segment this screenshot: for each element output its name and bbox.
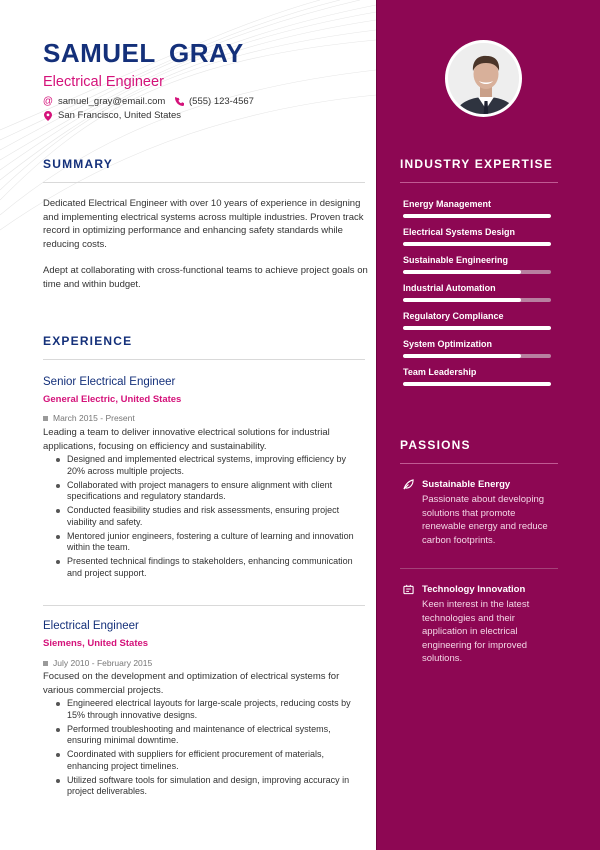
job-2-dates-text: July 2010 - February 2015 xyxy=(53,658,153,668)
passion-description: Passionate about developing solutions that promote renewable energy and reduce carbon footprints. xyxy=(422,494,548,546)
candidate-name: SAMUEL GRAY xyxy=(43,38,244,68)
job-2-title: Electrical Engineer xyxy=(43,620,139,632)
skill-label: Sustainable Engineering xyxy=(403,255,509,265)
skill-level-fill xyxy=(403,270,521,274)
list-item: Conducted feasibility studies and risk assessments, ensuring project viability and safety. xyxy=(55,505,365,528)
job-1-dates xyxy=(43,413,135,423)
passions-divider xyxy=(400,463,558,464)
job-divider xyxy=(43,605,365,606)
leaf-icon xyxy=(403,479,414,490)
list-item: Utilized software tools for simulation and design, improving accuracy in project deliverables. xyxy=(55,775,365,798)
job-2-company: Siemens, United States xyxy=(43,638,149,649)
skill-label: Electrical Systems Design xyxy=(403,227,516,237)
skill-level-fill xyxy=(403,298,521,302)
job-1-title: Senior Electrical Engineer xyxy=(43,376,176,388)
at-icon: @ xyxy=(42,96,54,107)
passions-heading: PASSIONS xyxy=(400,438,471,452)
passion-divider xyxy=(400,568,558,569)
skill-item xyxy=(403,199,551,218)
contact-email[interactable] xyxy=(43,96,165,107)
skill-item xyxy=(403,339,551,358)
expertise-heading: INDUSTRY EXPERTISE xyxy=(400,157,553,171)
sidebar xyxy=(376,0,600,850)
summary-heading: SUMMARY xyxy=(43,157,113,171)
calendar-icon xyxy=(43,661,48,666)
job-1-dates-text: March 2015 - Present xyxy=(53,413,135,423)
skill-level-bar xyxy=(403,382,551,386)
skill-level-bar xyxy=(403,214,551,218)
job-1-bullets xyxy=(55,454,365,582)
skill-level-fill xyxy=(403,214,551,218)
skill-label: Regulatory Compliance xyxy=(403,311,504,321)
list-item: Presented technical findings to stakeholders, enhancing communication and project support. xyxy=(55,556,365,579)
skill-level-fill xyxy=(403,382,551,386)
job-1-company: General Electric, United States xyxy=(43,394,182,405)
list-item: Mentored junior engineers, fostering a culture of learning and innovation within the team. xyxy=(55,531,365,554)
avatar xyxy=(445,40,522,117)
job-2-description: Focused on the development and optimization of electrical systems for various commercial projects. xyxy=(43,671,340,696)
summary-divider xyxy=(43,182,365,183)
job-2-bullets xyxy=(55,698,365,800)
list-item: Designed and implemented electrical systems, improving efficiency by 20% across multiple projects. xyxy=(55,454,365,477)
skill-item xyxy=(403,311,551,330)
skill-level-fill xyxy=(403,354,521,358)
skill-label: Team Leadership xyxy=(403,367,477,377)
expertise-divider xyxy=(400,182,558,183)
phone-icon xyxy=(174,97,184,106)
job-title-header: Electrical Engineer xyxy=(43,74,164,90)
skill-item xyxy=(403,367,551,386)
location-text: San Francisco, United States xyxy=(58,110,182,121)
skill-level-fill xyxy=(403,242,551,246)
list-item: Collaborated with project managers to ensure alignment with client specifications and regulatory standards. xyxy=(55,480,365,503)
chip-icon xyxy=(403,584,414,595)
skill-item xyxy=(403,227,551,246)
skill-level-bar xyxy=(403,242,551,246)
passion-name: Technology Innovation xyxy=(422,584,526,595)
email-text: samuel_gray@email.com xyxy=(58,96,166,107)
skill-level-bar xyxy=(403,298,551,302)
passion-description: Keen interest in the latest technologies and their application in electrical engineering for improved solutions. xyxy=(422,599,530,664)
contact-phone[interactable] xyxy=(174,96,254,107)
calendar-icon xyxy=(43,416,48,421)
passion-name: Sustainable Energy xyxy=(422,479,511,490)
experience-divider xyxy=(43,359,365,360)
phone-text: (555) 123-4567 xyxy=(189,96,254,107)
skill-label: System Optimization xyxy=(403,339,493,349)
sidebar-edge xyxy=(376,0,377,850)
skill-label: Energy Management xyxy=(403,199,492,209)
passion-item-sustainable-energy xyxy=(403,479,558,547)
list-item: Engineered electrical layouts for large-scale projects, reducing costs by 15% through innovative designs. xyxy=(55,698,365,721)
job-1-description: Leading a team to deliver innovative electrical solutions for industrial applications, focusing on efficiency and sustainability. xyxy=(43,427,330,452)
list-item: Performed troubleshooting and maintenance of electrical systems, ensuring minimal downtime. xyxy=(55,724,365,747)
experience-heading: EXPERIENCE xyxy=(43,334,133,348)
skill-item xyxy=(403,255,551,274)
location-pin-icon xyxy=(43,111,53,121)
skill-level-bar xyxy=(403,326,551,330)
passion-item-technology-innovation xyxy=(403,584,558,666)
job-2-dates xyxy=(43,658,152,668)
contact-location xyxy=(43,110,181,121)
skill-level-fill xyxy=(403,326,551,330)
summary-paragraph-2: Adept at collaborating with cross-functional teams to achieve project goals on time and within budget. xyxy=(43,265,368,290)
skill-label: Industrial Automation xyxy=(403,283,496,293)
skill-level-bar xyxy=(403,270,551,274)
skill-item xyxy=(403,283,551,302)
summary-paragraph-1: Dedicated Electrical Engineer with over 10 years of experience in designing and implementing electrical systems across multiple industries. Proven track record in optimizing performance and enhancing safety standards while reducing costs. xyxy=(43,198,364,250)
skill-level-bar xyxy=(403,354,551,358)
list-item: Coordinated with suppliers for efficient procurement of materials, enhancing project timelines. xyxy=(55,749,365,772)
